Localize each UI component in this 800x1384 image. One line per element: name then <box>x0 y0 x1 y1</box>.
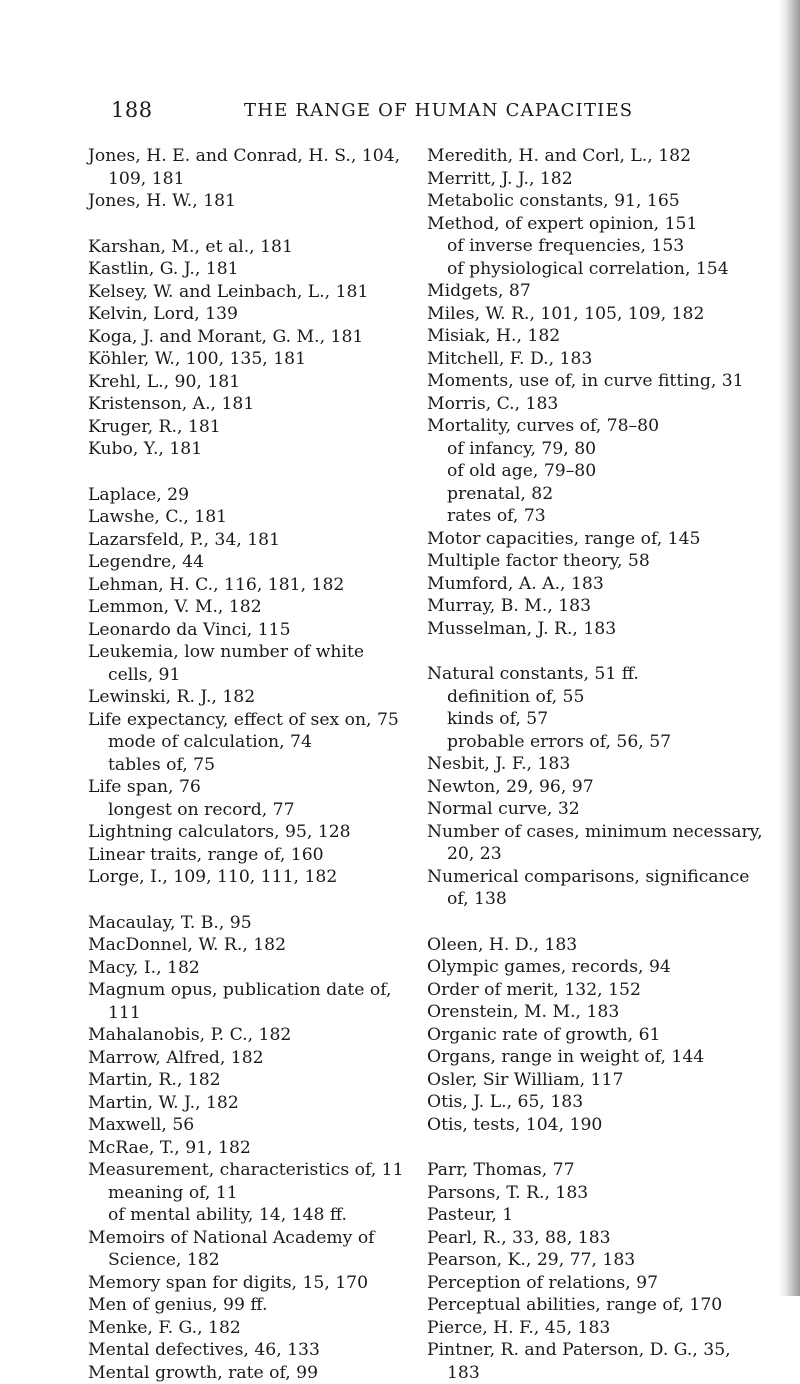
index-entry: Kelsey, W. and Leinbach, L., 181 <box>88 281 410 304</box>
index-entry: Leukemia, low number of white cells, 91 <box>88 641 410 686</box>
index-entry: Method, of expert opinion, 151 <box>427 213 767 236</box>
index-entry: Pearl, R., 33, 88, 183 <box>427 1227 767 1250</box>
index-entry: Kastlin, G. J., 181 <box>88 258 410 281</box>
index-entry: Memoirs of National Academy of Science, 182 <box>88 1227 410 1272</box>
index-entry: Pierce, H. F., 45, 183 <box>427 1317 767 1340</box>
running-head: THE RANGE OF HUMAN CAPACITIES <box>244 100 633 121</box>
index-entry: Marrow, Alfred, 182 <box>88 1047 410 1070</box>
index-entry: Normal curve, 32 <box>427 798 767 821</box>
index-entry: Otis, tests, 104, 190 <box>427 1114 767 1137</box>
index-subentry: kinds of, 57 <box>427 708 767 731</box>
index-entry: Memory span for digits, 15, 170 <box>88 1272 410 1295</box>
index-entry: Moments, use of, in curve fitting, 31 <box>427 370 767 393</box>
index-entry: Midgets, 87 <box>427 280 767 303</box>
index-entry: Krehl, L., 90, 181 <box>88 371 410 394</box>
page-header <box>0 98 800 128</box>
index-entry: Koga, J. and Morant, G. M., 181 <box>88 326 410 349</box>
index-entry: Otis, J. L., 65, 183 <box>427 1091 767 1114</box>
index-entry: Laplace, 29 <box>88 484 410 507</box>
index-entry: Macy, I., 182 <box>88 957 410 980</box>
index-subentry: of inverse frequencies, 153 <box>427 235 767 258</box>
index-subentry: rates of, 73 <box>427 505 767 528</box>
index-entry: Pintner, R. and Paterson, D. G., 35, 183 <box>427 1339 767 1384</box>
index-entry: Organs, range in weight of, 144 <box>427 1046 767 1069</box>
index-entry: Magnum opus, publication date of, 111 <box>88 979 410 1024</box>
index-entry: Nesbit, J. F., 183 <box>427 753 767 776</box>
index-entry: Lightning calculators, 95, 128 <box>88 821 410 844</box>
index-subentry: mode of calculation, 74 <box>88 731 410 754</box>
index-entry: Mental defectives, 46, 133 <box>88 1339 410 1362</box>
index-entry: Measurement, characteristics of, 11 <box>88 1159 410 1182</box>
index-entry: Life expectancy, effect of sex on, 75 <box>88 709 410 732</box>
index-entry: Newton, 29, 96, 97 <box>427 776 767 799</box>
index-entry: Martin, W. J., 182 <box>88 1092 410 1115</box>
index-entry: Numerical comparisons, significance of, 138 <box>427 866 767 911</box>
index-entry: Metabolic constants, 91, 165 <box>427 190 767 213</box>
index-entry: Lehman, H. C., 116, 181, 182 <box>88 574 410 597</box>
index-entry: McRae, T., 91, 182 <box>88 1137 410 1160</box>
index-entry: Motor capacities, range of, 145 <box>427 528 767 551</box>
index-entry: Lewinski, R. J., 182 <box>88 686 410 709</box>
index-entry: Mortality, curves of, 78–80 <box>427 415 767 438</box>
index-entry: Karshan, M., et al., 181 <box>88 236 410 259</box>
index-entry: Maxwell, 56 <box>88 1114 410 1137</box>
index-entry: Perception of relations, 97 <box>427 1272 767 1295</box>
index-entry: Kristenson, A., 181 <box>88 393 410 416</box>
index-entry: Oleen, H. D., 183 <box>427 934 767 957</box>
index-entry: Macaulay, T. B., 95 <box>88 912 410 935</box>
index-entry: Merritt, J. J., 182 <box>427 168 767 191</box>
index-column-right <box>427 145 767 1384</box>
index-entry: Orenstein, M. M., 183 <box>427 1001 767 1024</box>
index-entry: Kelvin, Lord, 139 <box>88 303 410 326</box>
index-entry: Murray, B. M., 183 <box>427 595 767 618</box>
index-entry: Linear traits, range of, 160 <box>88 844 410 867</box>
index-entry: Lazarsfeld, P., 34, 181 <box>88 529 410 552</box>
index-entry: Köhler, W., 100, 135, 181 <box>88 348 410 371</box>
index-entry: Parsons, T. R., 183 <box>427 1182 767 1205</box>
index-entry: Lawshe, C., 181 <box>88 506 410 529</box>
index-subentry: prenatal, 82 <box>427 483 767 506</box>
index-subentry: of old age, 79–80 <box>427 460 767 483</box>
index-entry: Mahalanobis, P. C., 182 <box>88 1024 410 1047</box>
index-entry: Kruger, R., 181 <box>88 416 410 439</box>
page-number: 188 <box>111 98 153 122</box>
index-entry: Lorge, I., 109, 110, 111, 182 <box>88 866 410 889</box>
index-entry: Meredith, H. and Corl, L., 182 <box>427 145 767 168</box>
index-entry: Martin, R., 182 <box>88 1069 410 1092</box>
index-subentry: of physiological correlation, 154 <box>427 258 767 281</box>
index-entry: Multiple factor theory, 58 <box>427 550 767 573</box>
index-entry: Kubo, Y., 181 <box>88 438 410 461</box>
index-column-left <box>88 145 410 1384</box>
index-entry: Organic rate of growth, 61 <box>427 1024 767 1047</box>
index-entry: Number of cases, minimum necessary, 20, 23 <box>427 821 767 866</box>
index-entry: MacDonnel, W. R., 182 <box>88 934 410 957</box>
index-entry: Pearson, K., 29, 77, 183 <box>427 1249 767 1272</box>
index-entry: Miles, W. R., 101, 105, 109, 182 <box>427 303 767 326</box>
index-subentry: longest on record, 77 <box>88 799 410 822</box>
index-entry: Lemmon, V. M., 182 <box>88 596 410 619</box>
index-subentry: of infancy, 79, 80 <box>427 438 767 461</box>
index-entry: Olympic games, records, 94 <box>427 956 767 979</box>
index-entry: Jones, H. E. and Conrad, H. S., 104, 109, 181 <box>88 145 410 190</box>
index-entry: Legendre, 44 <box>88 551 410 574</box>
index-entry: Order of merit, 132, 152 <box>427 979 767 1002</box>
index-entry: Misiak, H., 182 <box>427 325 767 348</box>
index-subentry: of mental ability, 14, 148 ff. <box>88 1204 410 1227</box>
index-entry: Parr, Thomas, 77 <box>427 1159 767 1182</box>
page-edge-shadow <box>778 0 800 1296</box>
index-entry: Jones, H. W., 181 <box>88 190 410 213</box>
index-entry: Morris, C., 183 <box>427 393 767 416</box>
index-entry: Pasteur, 1 <box>427 1204 767 1227</box>
index-entry: Musselman, J. R., 183 <box>427 618 767 641</box>
index-entry: Life span, 76 <box>88 776 410 799</box>
index-subentry: tables of, 75 <box>88 754 410 777</box>
index-subentry: meaning of, 11 <box>88 1182 410 1205</box>
index-entry: Mitchell, F. D., 183 <box>427 348 767 371</box>
index-entry: Mental growth, rate of, 99 <box>88 1362 410 1384</box>
index-entry: Men of genius, 99 ff. <box>88 1294 410 1317</box>
index-subentry: definition of, 55 <box>427 686 767 709</box>
index-entry: Natural constants, 51 ff. <box>427 663 767 686</box>
index-entry: Menke, F. G., 182 <box>88 1317 410 1340</box>
index-entry: Perceptual abilities, range of, 170 <box>427 1294 767 1317</box>
index-entry: Mumford, A. A., 183 <box>427 573 767 596</box>
index-subentry: probable errors of, 56, 57 <box>427 731 767 754</box>
index-entry: Osler, Sir William, 117 <box>427 1069 767 1092</box>
index-entry: Leonardo da Vinci, 115 <box>88 619 410 642</box>
